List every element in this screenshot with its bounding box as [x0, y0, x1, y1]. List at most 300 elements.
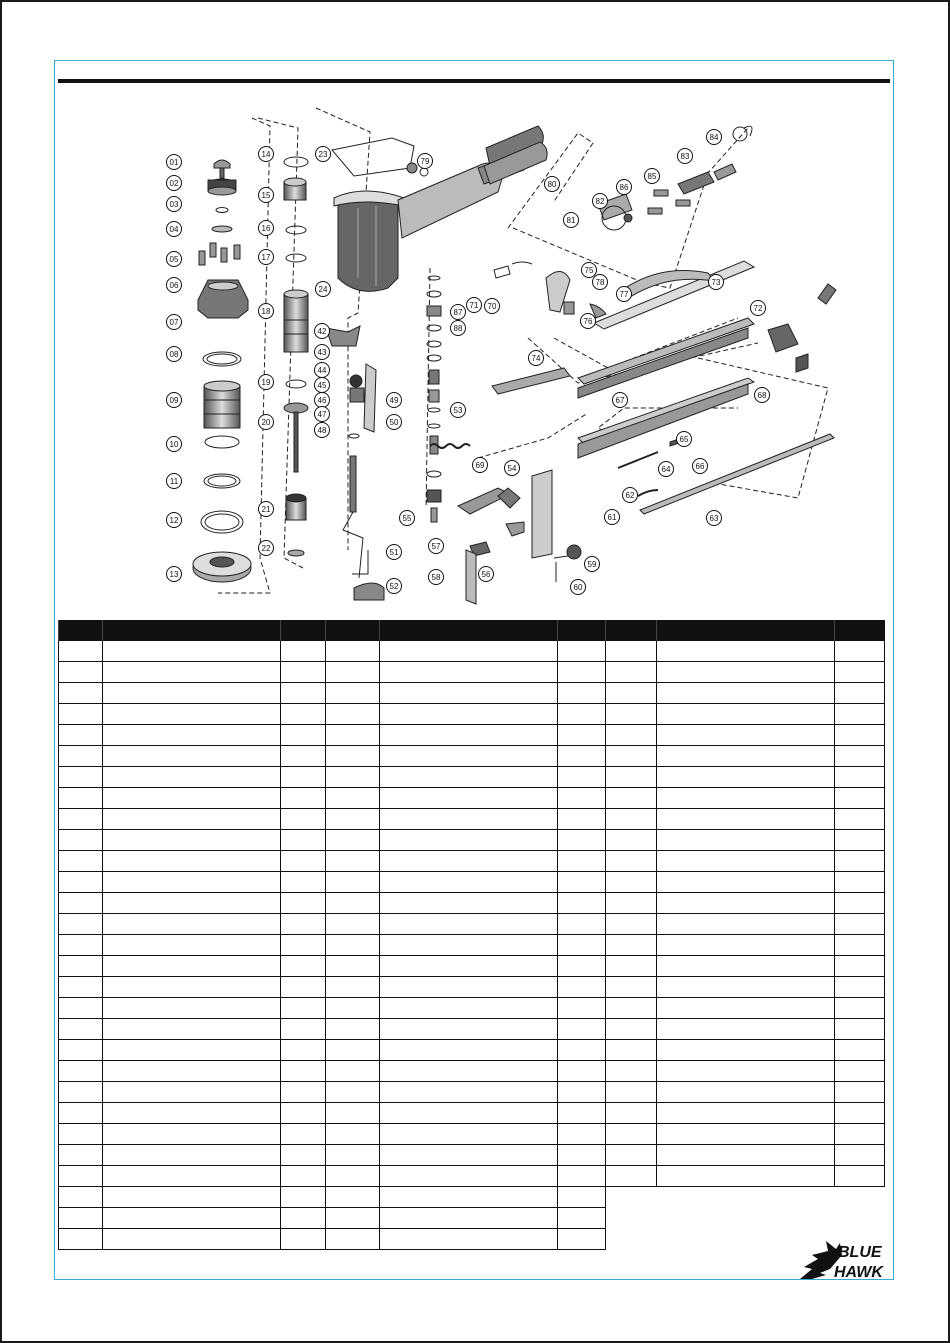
table-cell [835, 704, 885, 725]
table-cell [59, 641, 103, 662]
callout-number: 04 [169, 225, 179, 234]
table-cell [326, 914, 380, 935]
table-cell [380, 893, 558, 914]
callout-62 [623, 488, 638, 503]
table-cell [326, 1040, 380, 1061]
table-cell [281, 1229, 326, 1250]
table-cell [326, 788, 380, 809]
callout-number: 07 [169, 318, 179, 327]
callout-42 [315, 324, 330, 339]
table-row [606, 851, 885, 872]
table-row [606, 1166, 885, 1187]
header-cell [326, 620, 380, 641]
callout-number: 82 [595, 197, 605, 206]
table-row [59, 1082, 606, 1103]
callout-05 [167, 252, 182, 267]
table-cell [281, 662, 326, 683]
callout-46 [315, 393, 330, 408]
table-cell [326, 662, 380, 683]
table-cell [657, 935, 835, 956]
table-row [59, 1103, 606, 1124]
table-cell [835, 788, 885, 809]
callout-number: 70 [487, 302, 497, 311]
table-cell [606, 977, 657, 998]
callout-number: 52 [389, 582, 399, 591]
callout-76 [581, 314, 596, 329]
callout-45 [315, 378, 330, 393]
table-cell [281, 1019, 326, 1040]
table-cell [558, 809, 606, 830]
callout-19 [259, 375, 274, 390]
table-cell [835, 641, 885, 662]
callout-number: 59 [587, 560, 597, 569]
table-row [606, 788, 885, 809]
table-cell [606, 830, 657, 851]
callout-51 [387, 545, 402, 560]
table-cell [281, 893, 326, 914]
table-cell [59, 935, 103, 956]
table-cell [606, 851, 657, 872]
callout-number: 76 [583, 317, 593, 326]
callout-number: 24 [318, 285, 328, 294]
callout-number: 71 [469, 301, 479, 310]
callout-87 [451, 305, 466, 320]
table-cell [326, 725, 380, 746]
callout-number: 62 [625, 491, 635, 500]
table-row [59, 977, 606, 998]
table-cell [606, 641, 657, 662]
callout-number: 51 [389, 548, 399, 557]
table-cell [59, 851, 103, 872]
table-cell [606, 683, 657, 704]
table-cell [103, 1103, 281, 1124]
table-cell [558, 914, 606, 935]
table-cell [558, 746, 606, 767]
table-row [59, 1040, 606, 1061]
callout-02 [167, 176, 182, 191]
table-cell [326, 809, 380, 830]
table-cell [657, 725, 835, 746]
header-cell [606, 620, 657, 641]
callout-48 [315, 423, 330, 438]
table-cell [59, 1019, 103, 1040]
table-cell [835, 851, 885, 872]
table-row [606, 935, 885, 956]
callout-59 [585, 557, 600, 572]
callout-79 [418, 154, 433, 169]
table-cell [326, 1082, 380, 1103]
callout-50 [387, 415, 402, 430]
callout-number: 49 [389, 396, 399, 405]
table-cell [657, 977, 835, 998]
table-cell [835, 1019, 885, 1040]
table-cell [558, 1082, 606, 1103]
table-cell [835, 893, 885, 914]
table-cell [558, 1145, 606, 1166]
table-cell [59, 1124, 103, 1145]
callout-24 [316, 282, 331, 297]
table-cell [59, 956, 103, 977]
callout-54 [505, 461, 520, 476]
table-cell [326, 1187, 380, 1208]
table-row [59, 851, 606, 872]
table-cell [835, 746, 885, 767]
callout-number: 72 [753, 304, 763, 313]
callout-number: 67 [615, 396, 625, 405]
table-cell [835, 1145, 885, 1166]
table-row [606, 809, 885, 830]
table-cell [835, 1166, 885, 1187]
table-cell [558, 1103, 606, 1124]
callout-67 [613, 393, 628, 408]
table-cell [835, 977, 885, 998]
table-cell [103, 935, 281, 956]
table-cell [103, 1187, 281, 1208]
table-cell [281, 683, 326, 704]
table-cell [558, 1124, 606, 1145]
table-cell [103, 725, 281, 746]
callout-number: 73 [711, 278, 721, 287]
table-cell [103, 809, 281, 830]
table-cell [558, 788, 606, 809]
table-cell [103, 767, 281, 788]
table-cell [606, 704, 657, 725]
table-cell [281, 725, 326, 746]
table-cell [281, 977, 326, 998]
table-cell [558, 1229, 606, 1250]
callout-08 [167, 347, 182, 362]
table-row [606, 704, 885, 725]
table-row [606, 1061, 885, 1082]
table-cell [281, 1082, 326, 1103]
table-cell [326, 1229, 380, 1250]
callout-number: 06 [169, 281, 179, 290]
table-cell [59, 788, 103, 809]
table-cell [103, 851, 281, 872]
callout-75 [582, 263, 597, 278]
table-cell [59, 914, 103, 935]
table-cell [380, 662, 558, 683]
callout-11 [167, 474, 182, 489]
table-cell [281, 935, 326, 956]
table-row [606, 872, 885, 893]
blue-hawk-logo [798, 1235, 892, 1287]
table-cell [326, 1019, 380, 1040]
table-cell [380, 746, 558, 767]
callout-number: 86 [619, 183, 629, 192]
header-cell [281, 620, 326, 641]
parts-table-left [58, 620, 606, 1250]
callout-number: 88 [453, 324, 463, 333]
callout-64 [659, 462, 674, 477]
callout-number: 57 [431, 542, 441, 551]
table-cell [326, 746, 380, 767]
table-cell [281, 956, 326, 977]
callout-number: 11 [169, 477, 179, 486]
table-cell [326, 641, 380, 662]
callout-55 [400, 511, 415, 526]
table-cell [281, 767, 326, 788]
table-row [606, 998, 885, 1019]
table-cell [835, 1082, 885, 1103]
table-cell [380, 1019, 558, 1040]
callout-number: 14 [261, 150, 271, 159]
table-cell [558, 1040, 606, 1061]
table-row [59, 683, 606, 704]
table-cell [281, 641, 326, 662]
table-cell [103, 683, 281, 704]
table-cell [380, 851, 558, 872]
callout-01 [167, 155, 182, 170]
table-row [59, 1124, 606, 1145]
table-cell [59, 977, 103, 998]
callout-71 [467, 298, 482, 313]
table-cell [657, 1103, 835, 1124]
table-row [606, 893, 885, 914]
table-cell [326, 956, 380, 977]
table-cell [281, 914, 326, 935]
callout-52 [387, 579, 402, 594]
table-cell [657, 851, 835, 872]
callout-78 [593, 275, 608, 290]
table-cell [380, 641, 558, 662]
table-cell [59, 1103, 103, 1124]
callout-82 [593, 194, 608, 209]
table-cell [657, 1040, 835, 1061]
table-cell [380, 977, 558, 998]
piston-assembly [284, 157, 308, 556]
callout-number: 13 [169, 570, 179, 579]
table-cell [558, 956, 606, 977]
table-cell [59, 830, 103, 851]
table-cell [657, 683, 835, 704]
table-cell [103, 977, 281, 998]
table-cell [657, 1124, 835, 1145]
table-row [59, 809, 606, 830]
table-cell [103, 1166, 281, 1187]
table-cell [281, 809, 326, 830]
table-cell [103, 956, 281, 977]
table-cell [326, 998, 380, 1019]
callout-number: 54 [507, 464, 517, 473]
table-cell [657, 998, 835, 1019]
table-cell [606, 1061, 657, 1082]
table-cell [657, 809, 835, 830]
table-row [59, 788, 606, 809]
table-cell [606, 1166, 657, 1187]
table-cell [380, 1166, 558, 1187]
table-cell [103, 662, 281, 683]
table-row [606, 1040, 885, 1061]
table-cell [326, 1166, 380, 1187]
header-cell [380, 620, 558, 641]
table-cell [606, 1124, 657, 1145]
callout-56 [479, 567, 494, 582]
table-row [606, 977, 885, 998]
table-cell [326, 1103, 380, 1124]
table-cell [59, 767, 103, 788]
table-cell [59, 1040, 103, 1061]
table-cell [380, 1145, 558, 1166]
table-cell [281, 704, 326, 725]
valve-stack [427, 276, 441, 522]
table-cell [326, 1208, 380, 1229]
table-cell [835, 830, 885, 851]
table-cell [558, 662, 606, 683]
table-cell [835, 1124, 885, 1145]
table-cell [103, 914, 281, 935]
table-cell [657, 767, 835, 788]
table-row [59, 914, 606, 935]
table-cell [59, 1082, 103, 1103]
cap-assembly [193, 160, 251, 582]
table-row [606, 767, 885, 788]
table-cell [657, 746, 835, 767]
table-row [59, 1019, 606, 1040]
callout-17 [259, 250, 274, 265]
callout-number: 53 [453, 406, 463, 415]
table-cell [59, 809, 103, 830]
callout-86 [617, 180, 632, 195]
table-cell [657, 1061, 835, 1082]
table-cell [558, 767, 606, 788]
callout-number: 48 [317, 426, 327, 435]
header-cell [657, 620, 835, 641]
callout-03 [167, 197, 182, 212]
table-cell [657, 1145, 835, 1166]
table-cell [59, 704, 103, 725]
table-header-row [606, 620, 885, 641]
table-cell [606, 725, 657, 746]
table-row [59, 872, 606, 893]
callout-number: 78 [595, 278, 605, 287]
table-row [59, 641, 606, 662]
table-cell [59, 683, 103, 704]
table-row [606, 641, 885, 662]
table-cell [380, 1229, 558, 1250]
callout-61 [605, 510, 620, 525]
table-cell [59, 1229, 103, 1250]
table-cell [835, 662, 885, 683]
table-cell [59, 872, 103, 893]
callout-60 [571, 580, 586, 595]
table-cell [281, 1103, 326, 1124]
table-cell [835, 1061, 885, 1082]
header-rule [58, 79, 890, 83]
table-row [59, 746, 606, 767]
callout-49 [387, 393, 402, 408]
table-cell [835, 767, 885, 788]
callout-74 [529, 351, 544, 366]
table-cell [606, 1040, 657, 1061]
table-cell [380, 1040, 558, 1061]
callout-85 [645, 169, 660, 184]
table-cell [326, 683, 380, 704]
table-cell [380, 767, 558, 788]
table-cell [657, 956, 835, 977]
callout-73 [709, 275, 724, 290]
callout-07 [167, 315, 182, 330]
callout-number: 42 [317, 327, 327, 336]
callout-63 [707, 511, 722, 526]
table-cell [380, 683, 558, 704]
table-cell [326, 935, 380, 956]
callout-number: 46 [317, 396, 327, 405]
table-cell [326, 1061, 380, 1082]
table-cell [326, 1145, 380, 1166]
callout-number: 64 [661, 465, 671, 474]
table-cell [103, 641, 281, 662]
table-cell [103, 893, 281, 914]
callout-number: 09 [169, 396, 179, 405]
callout-number: 22 [261, 544, 271, 553]
table-row [59, 1061, 606, 1082]
callout-58 [429, 570, 444, 585]
callout-number: 87 [453, 308, 463, 317]
table-cell [558, 641, 606, 662]
table-cell [281, 1208, 326, 1229]
header-cell [835, 620, 885, 641]
callout-70 [485, 299, 500, 314]
callout-53 [451, 403, 466, 418]
table-cell [657, 914, 835, 935]
table-cell [103, 704, 281, 725]
table-cell [558, 998, 606, 1019]
callout-number: 80 [547, 180, 557, 189]
table-cell [380, 1061, 558, 1082]
parts-table-right [605, 620, 885, 1187]
table-cell [59, 662, 103, 683]
table-row [59, 725, 606, 746]
table-cell [103, 1229, 281, 1250]
table-cell [281, 1187, 326, 1208]
table-cell [281, 746, 326, 767]
guide-lines [218, 108, 828, 593]
table-cell [558, 1019, 606, 1040]
callout-number: 63 [709, 514, 719, 523]
table-cell [103, 1040, 281, 1061]
table-cell [103, 1019, 281, 1040]
table-cell [657, 1019, 835, 1040]
callout-16 [259, 221, 274, 236]
callout-number: 21 [261, 505, 271, 514]
table-cell [558, 830, 606, 851]
callout-number: 19 [261, 378, 271, 387]
callout-22 [259, 541, 274, 556]
exploded-parts-diagram [58, 88, 890, 618]
table-cell [326, 704, 380, 725]
table-cell [606, 893, 657, 914]
table-row [59, 935, 606, 956]
table-cell [657, 893, 835, 914]
table-cell [606, 1082, 657, 1103]
table-cell [103, 788, 281, 809]
table-row [606, 1019, 885, 1040]
callout-23 [316, 147, 331, 162]
logo-line2: HAWK [834, 1264, 883, 1281]
table-cell [606, 809, 657, 830]
callout-80 [545, 177, 560, 192]
table-cell [606, 662, 657, 683]
table-row [59, 1145, 606, 1166]
callout-number: 77 [619, 290, 629, 299]
callout-13 [167, 567, 182, 582]
callout-06 [167, 278, 182, 293]
table-cell [281, 1145, 326, 1166]
table-cell [380, 1208, 558, 1229]
callout-number: 74 [531, 354, 541, 363]
callout-number: 69 [475, 461, 485, 470]
